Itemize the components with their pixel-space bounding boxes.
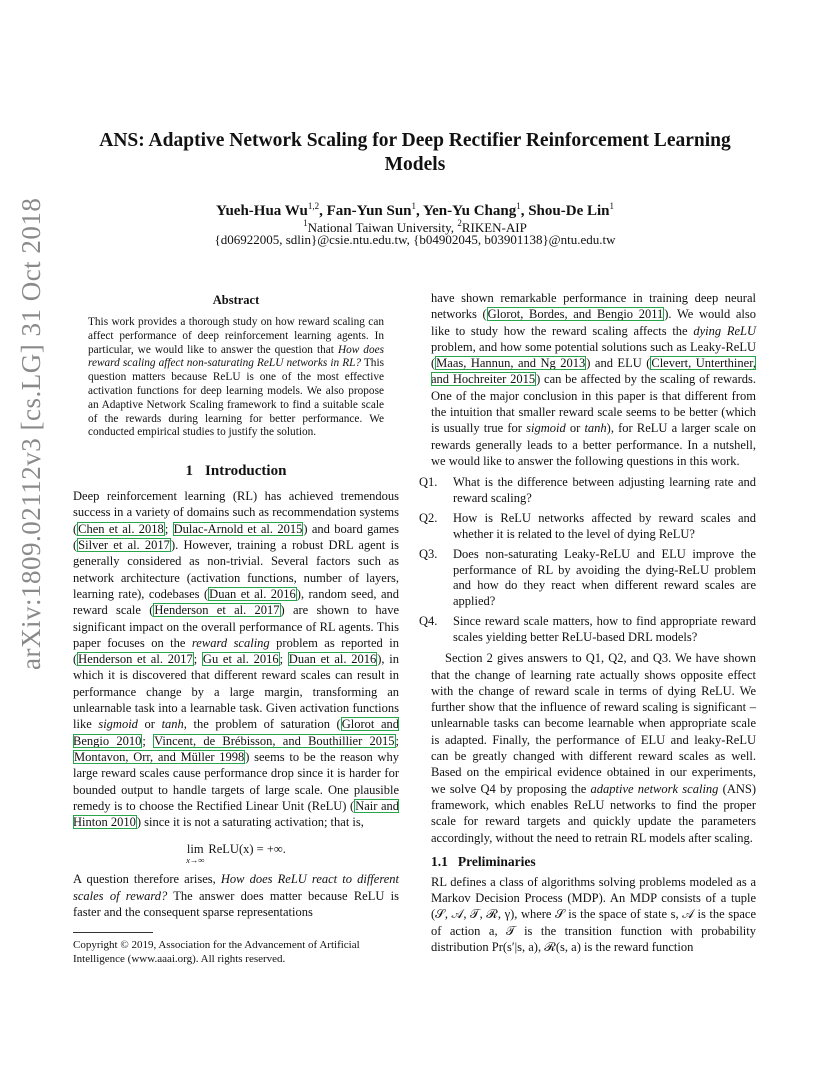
- research-question: Q1. What is the difference between adjusting learning rate and reward scaling?: [419, 475, 756, 505]
- copyright-footnote: Copyright © 2019, Association for the Advancement of Artificial Intelligence (www.aaai.org). All rights reserved.: [73, 939, 360, 965]
- left-column: [73, 290, 399, 966]
- author-emails: {d06922005, sdlin}@csie.ntu.edu.tw, {b04902045, b03901138}@ntu.edu.tw: [214, 232, 616, 247]
- arxiv-identifier: arXiv:1809.02112v3 [cs.LG] 31 Oct 2018: [16, 197, 46, 670]
- author-name: Yueh-Hua Wu: [216, 203, 308, 219]
- citation-link[interactable]: Duan et al. 2016: [209, 586, 296, 601]
- arxiv-watermark: [12, 197, 46, 670]
- affil-mark: 1: [303, 218, 308, 228]
- section-overview-paragraph: Section 2 gives answers to Q1, Q2, and Q3. We have shown that the change of learning rate actually shows opposite effect with the change of reward scale in terms of dying ReLU. We further show that the influence of reward scaling is significant – unlearnable tasks can become learnable when appropriate scale is adapted. Finally, the performance of ELU and leaky-ReLU can be greatly changed with different reward scales as well. Based on the empirical evidence obtained in our experiments, we solve Q4 by proposing the adaptive network scaling (ANS) framework, which enables ReLU networks to find the proper scale for reward targets and quickly update the parameters accordingly, without the need to retrain RL models after scaling.: [431, 651, 756, 845]
- author-separator: ,: [520, 203, 529, 219]
- preliminaries-paragraph: RL defines a class of algorithms solving problems modeled as a Markov Decision Process (MDP). An MDP consists of a tuple (𝒮, 𝒜, 𝒯, ℛ, γ), where 𝒮 is the space of state s, 𝒜 is the space of action a, 𝒯 is the transition function with probability distribution Pr(s′|s, a), ℛ(s, a) is the reward function: [431, 874, 756, 955]
- citation-link[interactable]: Maas, Hannun, and Ng 2013: [436, 356, 586, 371]
- affil-institution: National Taiwan University,: [307, 220, 458, 235]
- citation-link[interactable]: Duan et al. 2016: [288, 652, 377, 667]
- subsection-heading-preliminaries: 1.1 Preliminaries: [431, 853, 536, 869]
- citation-link[interactable]: Henderson et al. 2017: [78, 652, 193, 667]
- paper-title: [60, 129, 770, 177]
- title-line-1: ANS: Adaptive Network Scaling for Deep Rectifier Reinforcement Learning: [99, 130, 731, 151]
- research-question-list: [419, 475, 756, 645]
- citation-link[interactable]: Silver et al. 2017: [78, 538, 170, 553]
- citation-link[interactable]: Dulac-Arnold et al. 2015: [173, 521, 303, 536]
- author-name: Shou-De Lin: [528, 203, 610, 219]
- section-heading-introduction: 1 Introduction: [185, 463, 287, 480]
- author-separator: ,: [319, 203, 327, 219]
- research-question: Q3. Does non-saturating Leaky-ReLU and ELU improve the performance of RL by avoiding the dying-ReLU problem and how do they react when different reward scales are applied?: [419, 547, 756, 608]
- footnote-divider: [73, 932, 153, 933]
- author-name: Yen-Yu Chang: [422, 203, 517, 219]
- author-separator: ,: [416, 203, 423, 219]
- citation-link[interactable]: Glorot and Bengio 2010: [73, 717, 400, 748]
- intro-continued-paragraph: have shown remarkable performance in training deep neural networks (Glorot, Bordes, and Bengio 2011). We would also like to study how the reward scaling affects the dying ReLU problem, and how some potential solutions such as Leaky-ReLU (Maas, Hannun, and Ng 2013) and ELU (Clevert, Unterthiner, and Hochreiter 2015) can be affected by the scaling of rewards. One of the major conclusion in this paper is that different from the intuition that smaller reward scale seems to be better (which is usually true for sigmoid or tanh), for ReLU a larger scale on rewards generally leads to a better performance. In a nutshell, we would like to answer the following questions in this work.: [431, 291, 757, 468]
- abstract-heading: Abstract: [212, 293, 260, 307]
- author-affil-mark: 1,2: [307, 201, 320, 211]
- research-question: Q4. Since reward scale matters, how to find appropriate reward scales yielding better ReLU-based DRL models?: [419, 614, 756, 644]
- citation-link[interactable]: Henderson et al. 2017: [154, 603, 280, 618]
- citation-link[interactable]: Montavon, Orr, and Müller 1998: [74, 749, 245, 764]
- author-name: Fan-Yun Sun: [326, 203, 412, 219]
- author-affil-mark: 1: [516, 201, 521, 211]
- right-column: [419, 290, 757, 955]
- citation-link[interactable]: Gu et al. 2016: [202, 652, 279, 667]
- intro-paragraph: A question therefore arises, How does ReLU react to different scales of reward? The answer does matter because ReLU is faster and the consequent sparse representations: [73, 872, 399, 919]
- citation-link[interactable]: Nair and Hinton 2010: [73, 798, 399, 830]
- author-affil-mark: 1: [411, 201, 417, 211]
- citation-link[interactable]: Clevert, Unterthiner, and Hochreiter 2015: [431, 356, 756, 387]
- research-question: Q2. How is ReLU networks affected by reward scales and whether it is related to the level of dying ReLU?: [419, 511, 756, 541]
- citation-link[interactable]: Vincent, de Brébisson, and Bouthillier 2015: [154, 733, 395, 748]
- relu-limit-equation: lim x→∞ ReLU(x) = +∞.: [186, 842, 286, 866]
- affil-institution: RIKEN-AIP: [461, 220, 527, 235]
- abstract-text: This work provides a thorough study on how reward scaling can affect performance of deep reinforcement learning agents. In particular, we would like to answer the question that How does reward scaling affect non-saturating ReLU networks in RL? This question matters because ReLU is one of the most effective activation functions for deep learning models. We also propose an Adaptive Network Scaling framework to find a suitable scale of the rewards during learning for better performance. We conducted empirical studies to justify the solution.: [88, 316, 384, 439]
- citation-link[interactable]: Chen et al. 2018: [78, 521, 164, 536]
- author-affil-mark: 1: [609, 201, 614, 211]
- citation-link[interactable]: Glorot, Bordes, and Bengio 2011: [487, 307, 664, 322]
- intro-paragraph: Deep reinforcement learning (RL) has achieved tremendous success in a variety of domains such as recommendation systems (Chen et al. 2018; Dulac-Arnold et al. 2015) and board games (Silver et al. 2017). However, training a robust DRL agent is generally considered as non-trivial. Several factors such as network architecture (activation functions, number of layers, learning rate), codebases (Duan et al. 2016), random seed, and reward scale (Henderson et al. 2017) are shown to have significant impact on the overall performance of RL agents. This paper focuses on the reward scaling problem as reported in (Henderson et al. 2017; Gu et al. 2016; Duan et al. 2016), in which it is discovered that different reward scales can result in performance change by a large margin, transforming an unlearnable task into a learnable task. Given activation functions like sigmoid or tanh, the problem of saturation (Glorot and Bengio 2010; Vincent, de Brébisson, and Bouthillier 2015; Montavon, Orr, and Müller 1998) seems to be the reason why large reward scales cause performance drop since it is harder for bounded output to handle targets of large scale. One plausible remedy is to choose the Rectified Linear Unit (ReLU) (Nair and Hinton 2010) since it is not a saturating activation; that is,: [73, 489, 400, 830]
- affil-mark: 2: [457, 218, 462, 228]
- title-line-2: Models: [384, 154, 446, 175]
